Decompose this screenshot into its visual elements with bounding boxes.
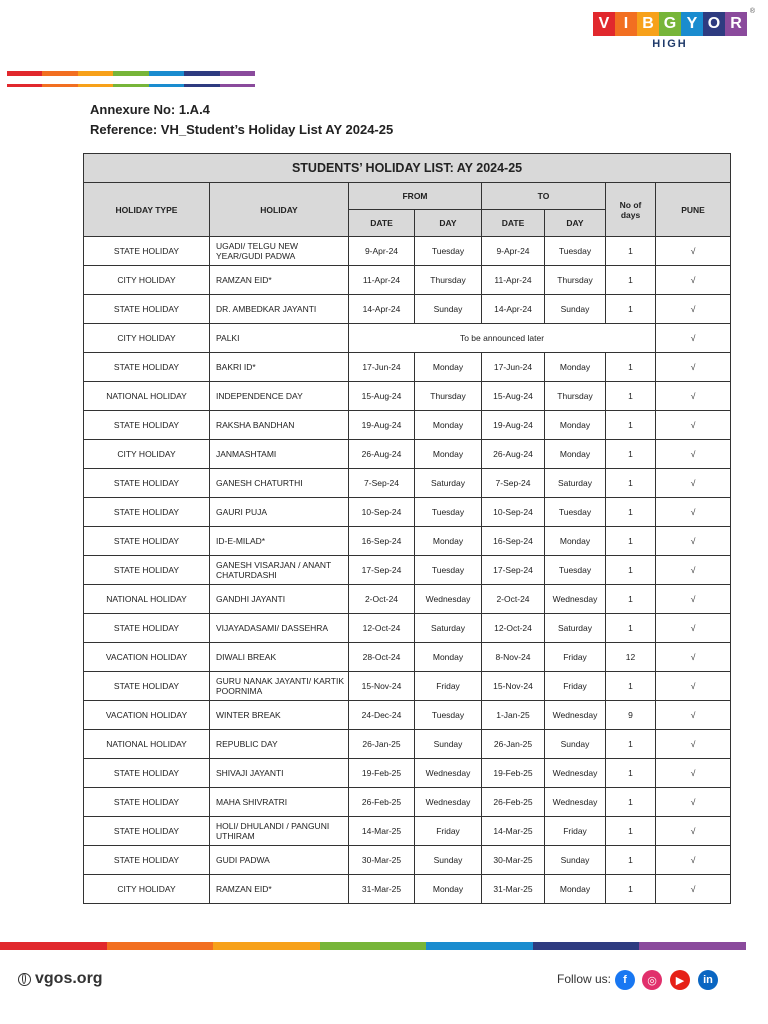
no-of-days-cell: 1: [606, 527, 656, 556]
to-date-cell: 14-Mar-25: [482, 817, 545, 846]
header-pune: PUNE: [656, 183, 731, 237]
follow-us-label: Follow us:: [557, 972, 612, 986]
from-date-cell: 11-Apr-24: [349, 266, 415, 295]
to-date-cell: 11-Apr-24: [482, 266, 545, 295]
from-date-cell: 24-Dec-24: [349, 701, 415, 730]
holiday-type-cell: VACATION HOLIDAY: [84, 701, 210, 730]
holiday-name-cell: GANDHI JAYANTI: [210, 585, 349, 614]
to-date-cell: 26-Jan-25: [482, 730, 545, 759]
no-of-days-cell: 1: [606, 382, 656, 411]
holiday-type-cell: STATE HOLIDAY: [84, 788, 210, 817]
pune-check-cell: √: [656, 672, 731, 701]
from-day-cell: Sunday: [415, 846, 482, 875]
from-day-cell: Friday: [415, 672, 482, 701]
pune-check-cell: √: [656, 730, 731, 759]
stripe-segment: [184, 71, 219, 76]
header-holiday-type: HOLIDAY TYPE: [84, 183, 210, 237]
holiday-type-cell: STATE HOLIDAY: [84, 672, 210, 701]
holiday-name-cell: DR. AMBEDKAR JAYANTI: [210, 295, 349, 324]
table-row: [84, 411, 731, 440]
holiday-name-cell: MAHA SHIVRATRI: [210, 788, 349, 817]
stripe-segment: [0, 942, 107, 950]
no-of-days-cell: 12: [606, 643, 656, 672]
holiday-name-cell: GUDI PADWA: [210, 846, 349, 875]
to-be-announced-cell: To be announced later: [349, 324, 656, 353]
header-to-date: DATE: [482, 210, 545, 237]
table-row: [84, 266, 731, 295]
header-color-stripe: [7, 71, 255, 76]
header-no-of-days: No of days: [606, 183, 656, 237]
table-row: [84, 556, 731, 585]
to-day-cell: Saturday: [545, 614, 606, 643]
from-day-cell: Monday: [415, 643, 482, 672]
table-row: [84, 672, 731, 701]
stripe-segment: [184, 84, 219, 87]
table-row: [84, 295, 731, 324]
from-date-cell: 7-Sep-24: [349, 469, 415, 498]
pune-check-cell: √: [656, 527, 731, 556]
to-day-cell: Monday: [545, 353, 606, 382]
to-date-cell: 17-Sep-24: [482, 556, 545, 585]
to-day-cell: Tuesday: [545, 556, 606, 585]
table-row: [84, 382, 731, 411]
facebook-icon[interactable]: f: [615, 970, 635, 990]
no-of-days-cell: 1: [606, 672, 656, 701]
from-date-cell: 9-Apr-24: [349, 237, 415, 266]
pune-check-cell: √: [656, 237, 731, 266]
holiday-name-cell: SHIVAJI JAYANTI: [210, 759, 349, 788]
to-date-cell: 15-Aug-24: [482, 382, 545, 411]
table-row: [84, 875, 731, 904]
header-from: FROM: [349, 183, 482, 210]
stripe-segment: [149, 71, 184, 76]
from-day-cell: Saturday: [415, 614, 482, 643]
no-of-days-cell: 1: [606, 498, 656, 527]
table-row: [84, 730, 731, 759]
holiday-type-cell: NATIONAL HOLIDAY: [84, 585, 210, 614]
to-date-cell: 12-Oct-24: [482, 614, 545, 643]
no-of-days-cell: 9: [606, 701, 656, 730]
table-row: [84, 498, 731, 527]
to-date-cell: 15-Nov-24: [482, 672, 545, 701]
to-day-cell: Tuesday: [545, 498, 606, 527]
pune-check-cell: √: [656, 585, 731, 614]
from-day-cell: Sunday: [415, 295, 482, 324]
holiday-table: [83, 153, 731, 904]
table-row: [84, 846, 731, 875]
linkedin-icon[interactable]: in: [698, 970, 718, 990]
from-date-cell: 28-Oct-24: [349, 643, 415, 672]
stripe-segment: [107, 942, 214, 950]
holiday-type-cell: STATE HOLIDAY: [84, 469, 210, 498]
holiday-name-cell: GAURI PUJA: [210, 498, 349, 527]
no-of-days-cell: 1: [606, 556, 656, 585]
pune-check-cell: √: [656, 701, 731, 730]
logo-letter: I: [615, 12, 637, 36]
holiday-type-cell: STATE HOLIDAY: [84, 556, 210, 585]
to-date-cell: 19-Feb-25: [482, 759, 545, 788]
no-of-days-cell: 1: [606, 266, 656, 295]
pune-check-cell: √: [656, 440, 731, 469]
from-date-cell: 31-Mar-25: [349, 875, 415, 904]
from-day-cell: Monday: [415, 527, 482, 556]
from-day-cell: Tuesday: [415, 498, 482, 527]
to-day-cell: Monday: [545, 411, 606, 440]
holiday-name-cell: RAKSHA BANDHAN: [210, 411, 349, 440]
holiday-name-cell: DIWALI BREAK: [210, 643, 349, 672]
no-of-days-cell: 1: [606, 295, 656, 324]
pune-check-cell: √: [656, 498, 731, 527]
from-day-cell: Wednesday: [415, 788, 482, 817]
to-day-cell: Tuesday: [545, 237, 606, 266]
from-day-cell: Thursday: [415, 266, 482, 295]
logo-letter: Y: [681, 12, 703, 36]
table-row: [84, 614, 731, 643]
holiday-name-cell: WINTER BREAK: [210, 701, 349, 730]
to-day-cell: Wednesday: [545, 701, 606, 730]
logo-letters: [593, 12, 747, 36]
footer-website[interactable]: [18, 970, 103, 988]
to-date-cell: 17-Jun-24: [482, 353, 545, 382]
holiday-type-cell: NATIONAL HOLIDAY: [84, 382, 210, 411]
holiday-type-cell: STATE HOLIDAY: [84, 846, 210, 875]
stripe-segment: [42, 71, 77, 76]
table-row: [84, 324, 731, 353]
from-day-cell: Tuesday: [415, 556, 482, 585]
no-of-days-cell: 1: [606, 440, 656, 469]
from-date-cell: 19-Aug-24: [349, 411, 415, 440]
stripe-segment: [113, 71, 148, 76]
no-of-days-cell: 1: [606, 759, 656, 788]
holiday-name-cell: GURU NANAK JAYANTI/ KARTIK POORNIMA: [210, 672, 349, 701]
stripe-segment: [639, 942, 746, 950]
from-date-cell: 2-Oct-24: [349, 585, 415, 614]
logo-subtitle: HIGH: [652, 38, 688, 50]
stripe-segment: [533, 942, 640, 950]
no-of-days-cell: 1: [606, 788, 656, 817]
stripe-segment: [78, 84, 113, 87]
table-row: [84, 759, 731, 788]
from-day-cell: Tuesday: [415, 237, 482, 266]
holiday-type-cell: CITY HOLIDAY: [84, 875, 210, 904]
pune-check-cell: √: [656, 266, 731, 295]
to-date-cell: 8-Nov-24: [482, 643, 545, 672]
pune-check-cell: √: [656, 788, 731, 817]
to-date-cell: 26-Aug-24: [482, 440, 545, 469]
from-date-cell: 15-Nov-24: [349, 672, 415, 701]
from-date-cell: 30-Mar-25: [349, 846, 415, 875]
holiday-name-cell: PALKI: [210, 324, 349, 353]
to-day-cell: Saturday: [545, 469, 606, 498]
pune-check-cell: √: [656, 643, 731, 672]
holiday-name-cell: RAMZAN EID*: [210, 875, 349, 904]
no-of-days-cell: 1: [606, 585, 656, 614]
to-day-cell: Monday: [545, 875, 606, 904]
to-day-cell: Sunday: [545, 846, 606, 875]
table-row: [84, 527, 731, 556]
from-day-cell: Thursday: [415, 382, 482, 411]
document-header: [90, 100, 393, 140]
to-day-cell: Wednesday: [545, 788, 606, 817]
stripe-segment: [426, 942, 533, 950]
pune-check-cell: √: [656, 875, 731, 904]
to-date-cell: 16-Sep-24: [482, 527, 545, 556]
stripe-segment: [78, 71, 113, 76]
from-day-cell: Monday: [415, 875, 482, 904]
from-day-cell: Monday: [415, 440, 482, 469]
logo-letter: R: [725, 12, 747, 36]
no-of-days-cell: 1: [606, 353, 656, 382]
table-row: [84, 788, 731, 817]
from-day-cell: Friday: [415, 817, 482, 846]
to-date-cell: 7-Sep-24: [482, 469, 545, 498]
from-date-cell: 12-Oct-24: [349, 614, 415, 643]
table-row: [84, 237, 731, 266]
from-day-cell: Monday: [415, 353, 482, 382]
holiday-name-cell: UGADI/ TELGU NEW YEAR/GUDI PADWA: [210, 237, 349, 266]
logo-letter: O: [703, 12, 725, 36]
pune-check-cell: √: [656, 382, 731, 411]
stripe-segment: [113, 84, 148, 87]
header-color-stripe-thin: [7, 84, 255, 87]
holiday-type-cell: STATE HOLIDAY: [84, 353, 210, 382]
pune-check-cell: √: [656, 353, 731, 382]
footer-color-stripe: [0, 942, 746, 950]
from-day-cell: Tuesday: [415, 701, 482, 730]
stripe-segment: [320, 942, 427, 950]
from-date-cell: 14-Mar-25: [349, 817, 415, 846]
from-date-cell: 17-Sep-24: [349, 556, 415, 585]
to-day-cell: Sunday: [545, 295, 606, 324]
to-day-cell: Thursday: [545, 382, 606, 411]
pune-check-cell: √: [656, 759, 731, 788]
holiday-type-cell: STATE HOLIDAY: [84, 614, 210, 643]
holiday-name-cell: RAMZAN EID*: [210, 266, 349, 295]
no-of-days-cell: 1: [606, 875, 656, 904]
holiday-type-cell: CITY HOLIDAY: [84, 440, 210, 469]
pune-check-cell: √: [656, 614, 731, 643]
pune-check-cell: √: [656, 324, 731, 353]
pune-check-cell: √: [656, 817, 731, 846]
holiday-name-cell: GANESH VISARJAN / ANANT CHATURDASHI: [210, 556, 349, 585]
holiday-name-cell: INDEPENDENCE DAY: [210, 382, 349, 411]
holiday-type-cell: STATE HOLIDAY: [84, 237, 210, 266]
to-day-cell: Friday: [545, 817, 606, 846]
instagram-icon[interactable]: ◎: [642, 970, 662, 990]
registered-mark: ®: [749, 8, 755, 15]
table-row: [84, 643, 731, 672]
table-row: [84, 585, 731, 614]
pune-check-cell: √: [656, 469, 731, 498]
stripe-segment: [7, 71, 42, 76]
table-title: STUDENTS’ HOLIDAY LIST: AY 2024-25: [84, 154, 731, 183]
from-day-cell: Sunday: [415, 730, 482, 759]
from-date-cell: 17-Jun-24: [349, 353, 415, 382]
table-row: [84, 701, 731, 730]
holiday-type-cell: CITY HOLIDAY: [84, 324, 210, 353]
no-of-days-cell: 1: [606, 469, 656, 498]
holiday-type-cell: STATE HOLIDAY: [84, 411, 210, 440]
holiday-name-cell: BAKRI ID*: [210, 353, 349, 382]
pune-check-cell: √: [656, 556, 731, 585]
header-from-day: DAY: [415, 210, 482, 237]
annexure-number: Annexure No: 1.A.4: [90, 102, 210, 117]
holiday-name-cell: REPUBLIC DAY: [210, 730, 349, 759]
from-day-cell: Saturday: [415, 469, 482, 498]
to-date-cell: 1-Jan-25: [482, 701, 545, 730]
pune-check-cell: √: [656, 846, 731, 875]
stripe-segment: [213, 942, 320, 950]
vibgyor-logo: [593, 8, 755, 50]
to-date-cell: 10-Sep-24: [482, 498, 545, 527]
holiday-type-cell: STATE HOLIDAY: [84, 295, 210, 324]
holiday-type-cell: NATIONAL HOLIDAY: [84, 730, 210, 759]
no-of-days-cell: 1: [606, 411, 656, 440]
header-holiday: HOLIDAY: [210, 183, 349, 237]
from-date-cell: 14-Apr-24: [349, 295, 415, 324]
youtube-icon[interactable]: ▶: [670, 970, 690, 990]
to-day-cell: Monday: [545, 440, 606, 469]
reference-line: Reference: VH_Student’s Holiday List AY 2024-25: [90, 122, 394, 137]
from-date-cell: 10-Sep-24: [349, 498, 415, 527]
to-day-cell: Sunday: [545, 730, 606, 759]
from-date-cell: 19-Feb-25: [349, 759, 415, 788]
holiday-name-cell: ID-E-MILAD*: [210, 527, 349, 556]
to-date-cell: 19-Aug-24: [482, 411, 545, 440]
from-date-cell: 26-Jan-25: [349, 730, 415, 759]
from-day-cell: Wednesday: [415, 759, 482, 788]
holiday-type-cell: VACATION HOLIDAY: [84, 643, 210, 672]
holiday-name-cell: JANMASHTAMI: [210, 440, 349, 469]
to-date-cell: 26-Feb-25: [482, 788, 545, 817]
stripe-segment: [42, 84, 77, 87]
from-day-cell: Wednesday: [415, 585, 482, 614]
table-row: [84, 353, 731, 382]
pune-check-cell: √: [656, 411, 731, 440]
logo-letter: B: [637, 12, 659, 36]
from-day-cell: Monday: [415, 411, 482, 440]
no-of-days-cell: 1: [606, 846, 656, 875]
from-date-cell: 16-Sep-24: [349, 527, 415, 556]
holiday-name-cell: HOLI/ DHULANDI / PANGUNI UTHIRAM: [210, 817, 349, 846]
to-day-cell: Wednesday: [545, 585, 606, 614]
holiday-name-cell: VIJAYADASAMI/ DASSEHRA: [210, 614, 349, 643]
stripe-segment: [149, 84, 184, 87]
holiday-type-cell: STATE HOLIDAY: [84, 527, 210, 556]
to-date-cell: 30-Mar-25: [482, 846, 545, 875]
stripe-segment: [220, 84, 255, 87]
from-date-cell: 15-Aug-24: [349, 382, 415, 411]
holiday-type-cell: STATE HOLIDAY: [84, 817, 210, 846]
holiday-table-body: [84, 237, 731, 904]
to-day-cell: Monday: [545, 527, 606, 556]
no-of-days-cell: 1: [606, 817, 656, 846]
holiday-name-cell: GANESH CHATURTHI: [210, 469, 349, 498]
stripe-segment: [7, 84, 42, 87]
to-date-cell: 2-Oct-24: [482, 585, 545, 614]
to-date-cell: 9-Apr-24: [482, 237, 545, 266]
to-day-cell: Friday: [545, 672, 606, 701]
no-of-days-cell: 1: [606, 730, 656, 759]
to-day-cell: Thursday: [545, 266, 606, 295]
logo-letter: V: [593, 12, 615, 36]
table-row: [84, 817, 731, 846]
holiday-type-cell: CITY HOLIDAY: [84, 266, 210, 295]
to-day-cell: Friday: [545, 643, 606, 672]
from-date-cell: 26-Feb-25: [349, 788, 415, 817]
stripe-segment: [220, 71, 255, 76]
to-date-cell: 14-Apr-24: [482, 295, 545, 324]
globe-icon: [18, 973, 31, 986]
holiday-type-cell: STATE HOLIDAY: [84, 759, 210, 788]
no-of-days-cell: 1: [606, 237, 656, 266]
holiday-type-cell: STATE HOLIDAY: [84, 498, 210, 527]
no-of-days-cell: 1: [606, 614, 656, 643]
table-row: [84, 440, 731, 469]
header-to-day: DAY: [545, 210, 606, 237]
to-date-cell: 31-Mar-25: [482, 875, 545, 904]
website-link[interactable]: vgos.org: [35, 970, 103, 987]
to-day-cell: Wednesday: [545, 759, 606, 788]
header-to: TO: [482, 183, 606, 210]
table-row: [84, 469, 731, 498]
pune-check-cell: √: [656, 295, 731, 324]
from-date-cell: 26-Aug-24: [349, 440, 415, 469]
header-from-date: DATE: [349, 210, 415, 237]
logo-letter: G: [659, 12, 681, 36]
